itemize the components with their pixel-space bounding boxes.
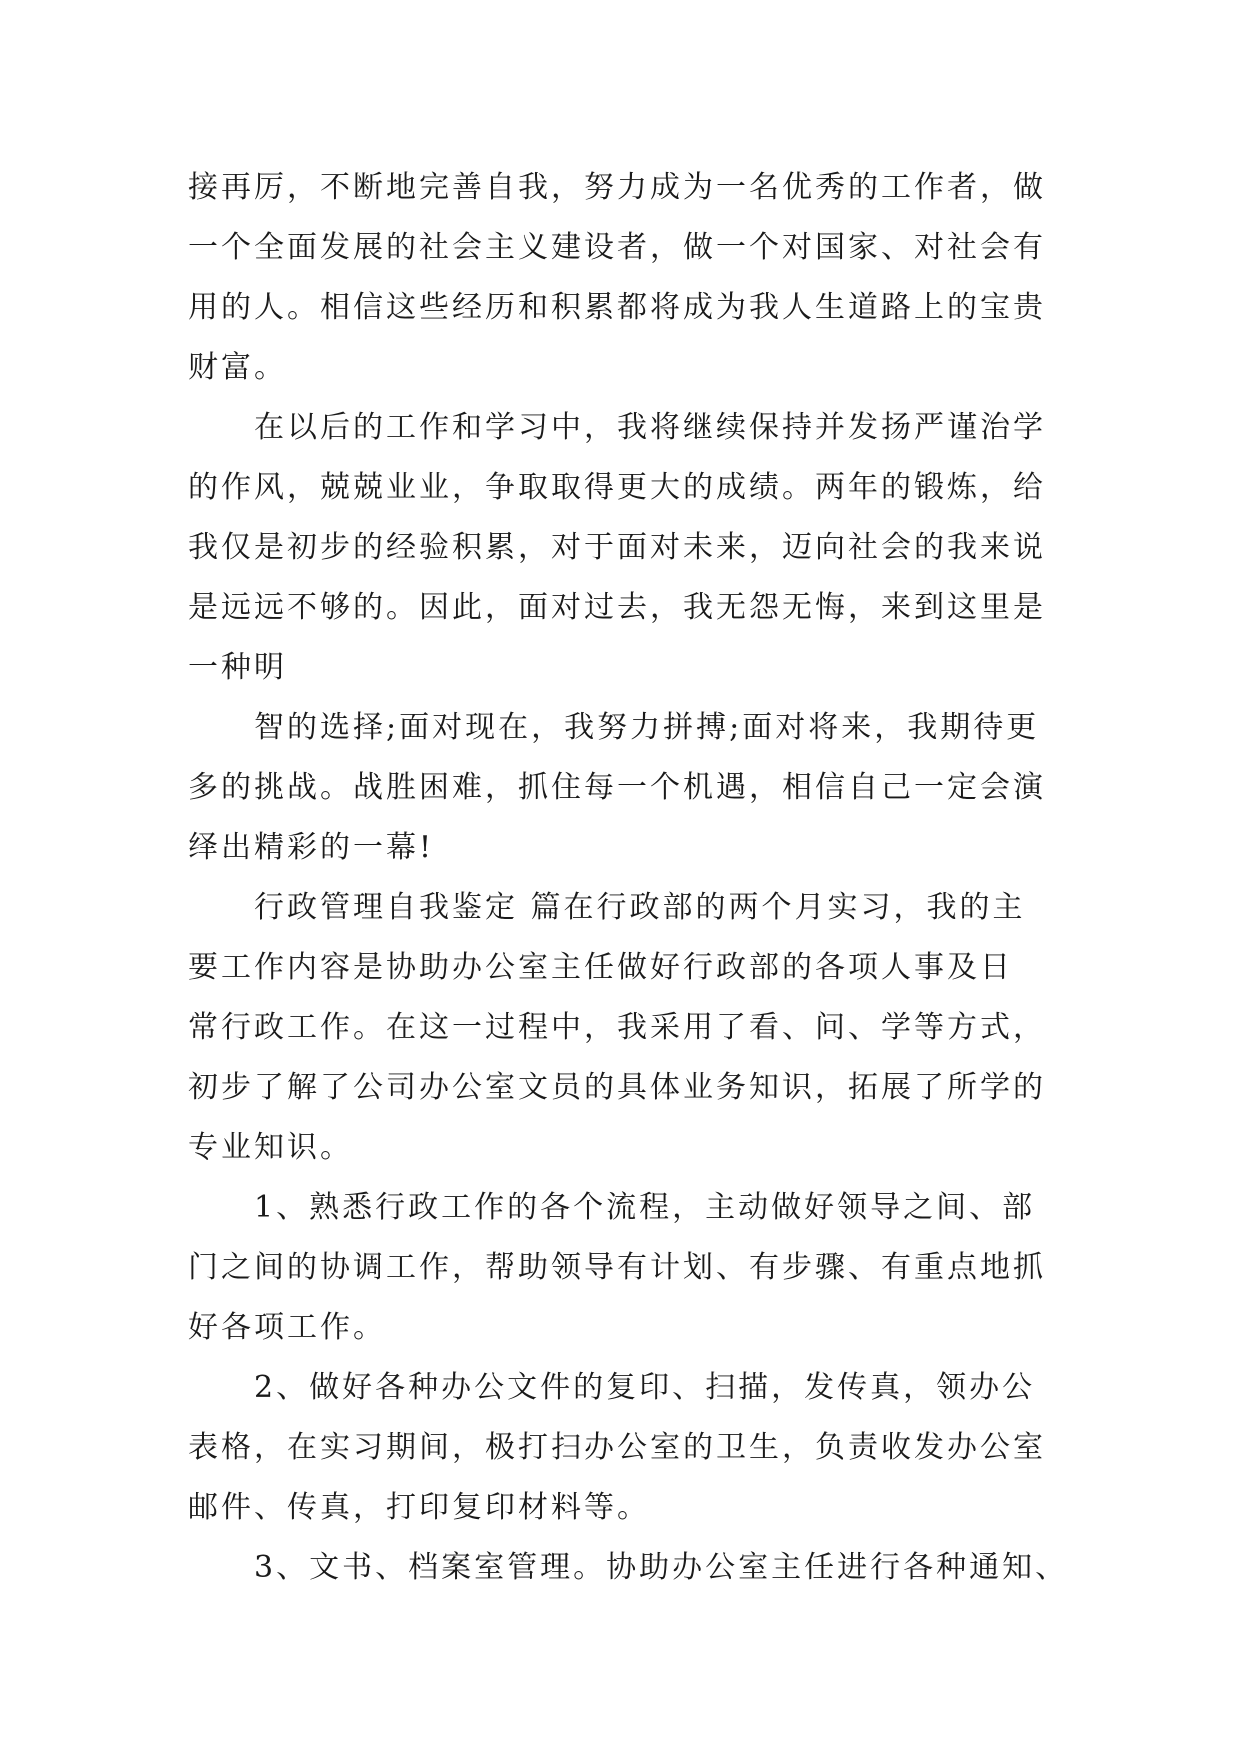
text-line: 一个全面发展的社会主义建设者，做一个对国家、对社会有 [188, 230, 1046, 265]
text-line: 门之间的协调工作，帮助领导有计划、有步骤、有重点地抓 [188, 1250, 1046, 1285]
list-item-2-line: 2、做好各种办公文件的复印、扫描，发传真，领办公 [254, 1370, 1036, 1405]
text-line: 绎出精彩的一幕! [188, 830, 435, 865]
text-line: 多的挑战。战胜困难，抓住每一个机遇，相信自己一定会演 [188, 770, 1046, 805]
text-line: 我仅是初步的经验积累，对于面对未来，迈向社会的我来说 [188, 530, 1046, 565]
text-line: 要工作内容是协助办公室主任做好行政部的各项人事及日 [188, 950, 1013, 985]
text-line: 表格，在实习期间，极打扫办公室的卫生，负责收发办公室 [188, 1430, 1046, 1465]
text-line: 常行政工作。在这一过程中，我采用了看、问、学等方式， [188, 1010, 1046, 1045]
text-line: 专业知识。 [188, 1130, 353, 1165]
paragraph-start-line: 行政管理自我鉴定 篇在行政部的两个月实习，我的主 [254, 890, 1026, 925]
paragraph-start-line: 智的选择;面对现在，我努力拼搏;面对将来，我期待更 [254, 710, 1040, 745]
text-line: 邮件、传真，打印复印材料等。 [188, 1490, 650, 1525]
paragraph-start-line: 在以后的工作和学习中，我将继续保持并发扬严谨治学 [254, 410, 1046, 445]
text-line: 接再厉，不断地完善自我，努力成为一名优秀的工作者，做 [188, 170, 1046, 205]
text-line: 初步了解了公司办公室文员的具体业务知识，拓展了所学的 [188, 1070, 1046, 1105]
text-line: 财富。 [188, 350, 287, 385]
text-line: 是远远不够的。因此，面对过去，我无怨无悔，来到这里是 [188, 590, 1046, 625]
text-line: 用的人。相信这些经历和积累都将成为我人生道路上的宝贵 [188, 290, 1046, 325]
list-item-1-line: 1、熟悉行政工作的各个流程，主动做好领导之间、部 [254, 1190, 1036, 1225]
text-line: 好各项工作。 [188, 1310, 386, 1345]
text-line: 的作风，兢兢业业，争取取得更大的成绩。两年的锻炼，给 [188, 470, 1046, 505]
list-item-3-line: 3、文书、档案室管理。协助办公室主任进行各种通知、 [254, 1550, 1069, 1585]
body-text [188, 158, 1068, 1598]
text-line: 一种明 [188, 650, 287, 685]
